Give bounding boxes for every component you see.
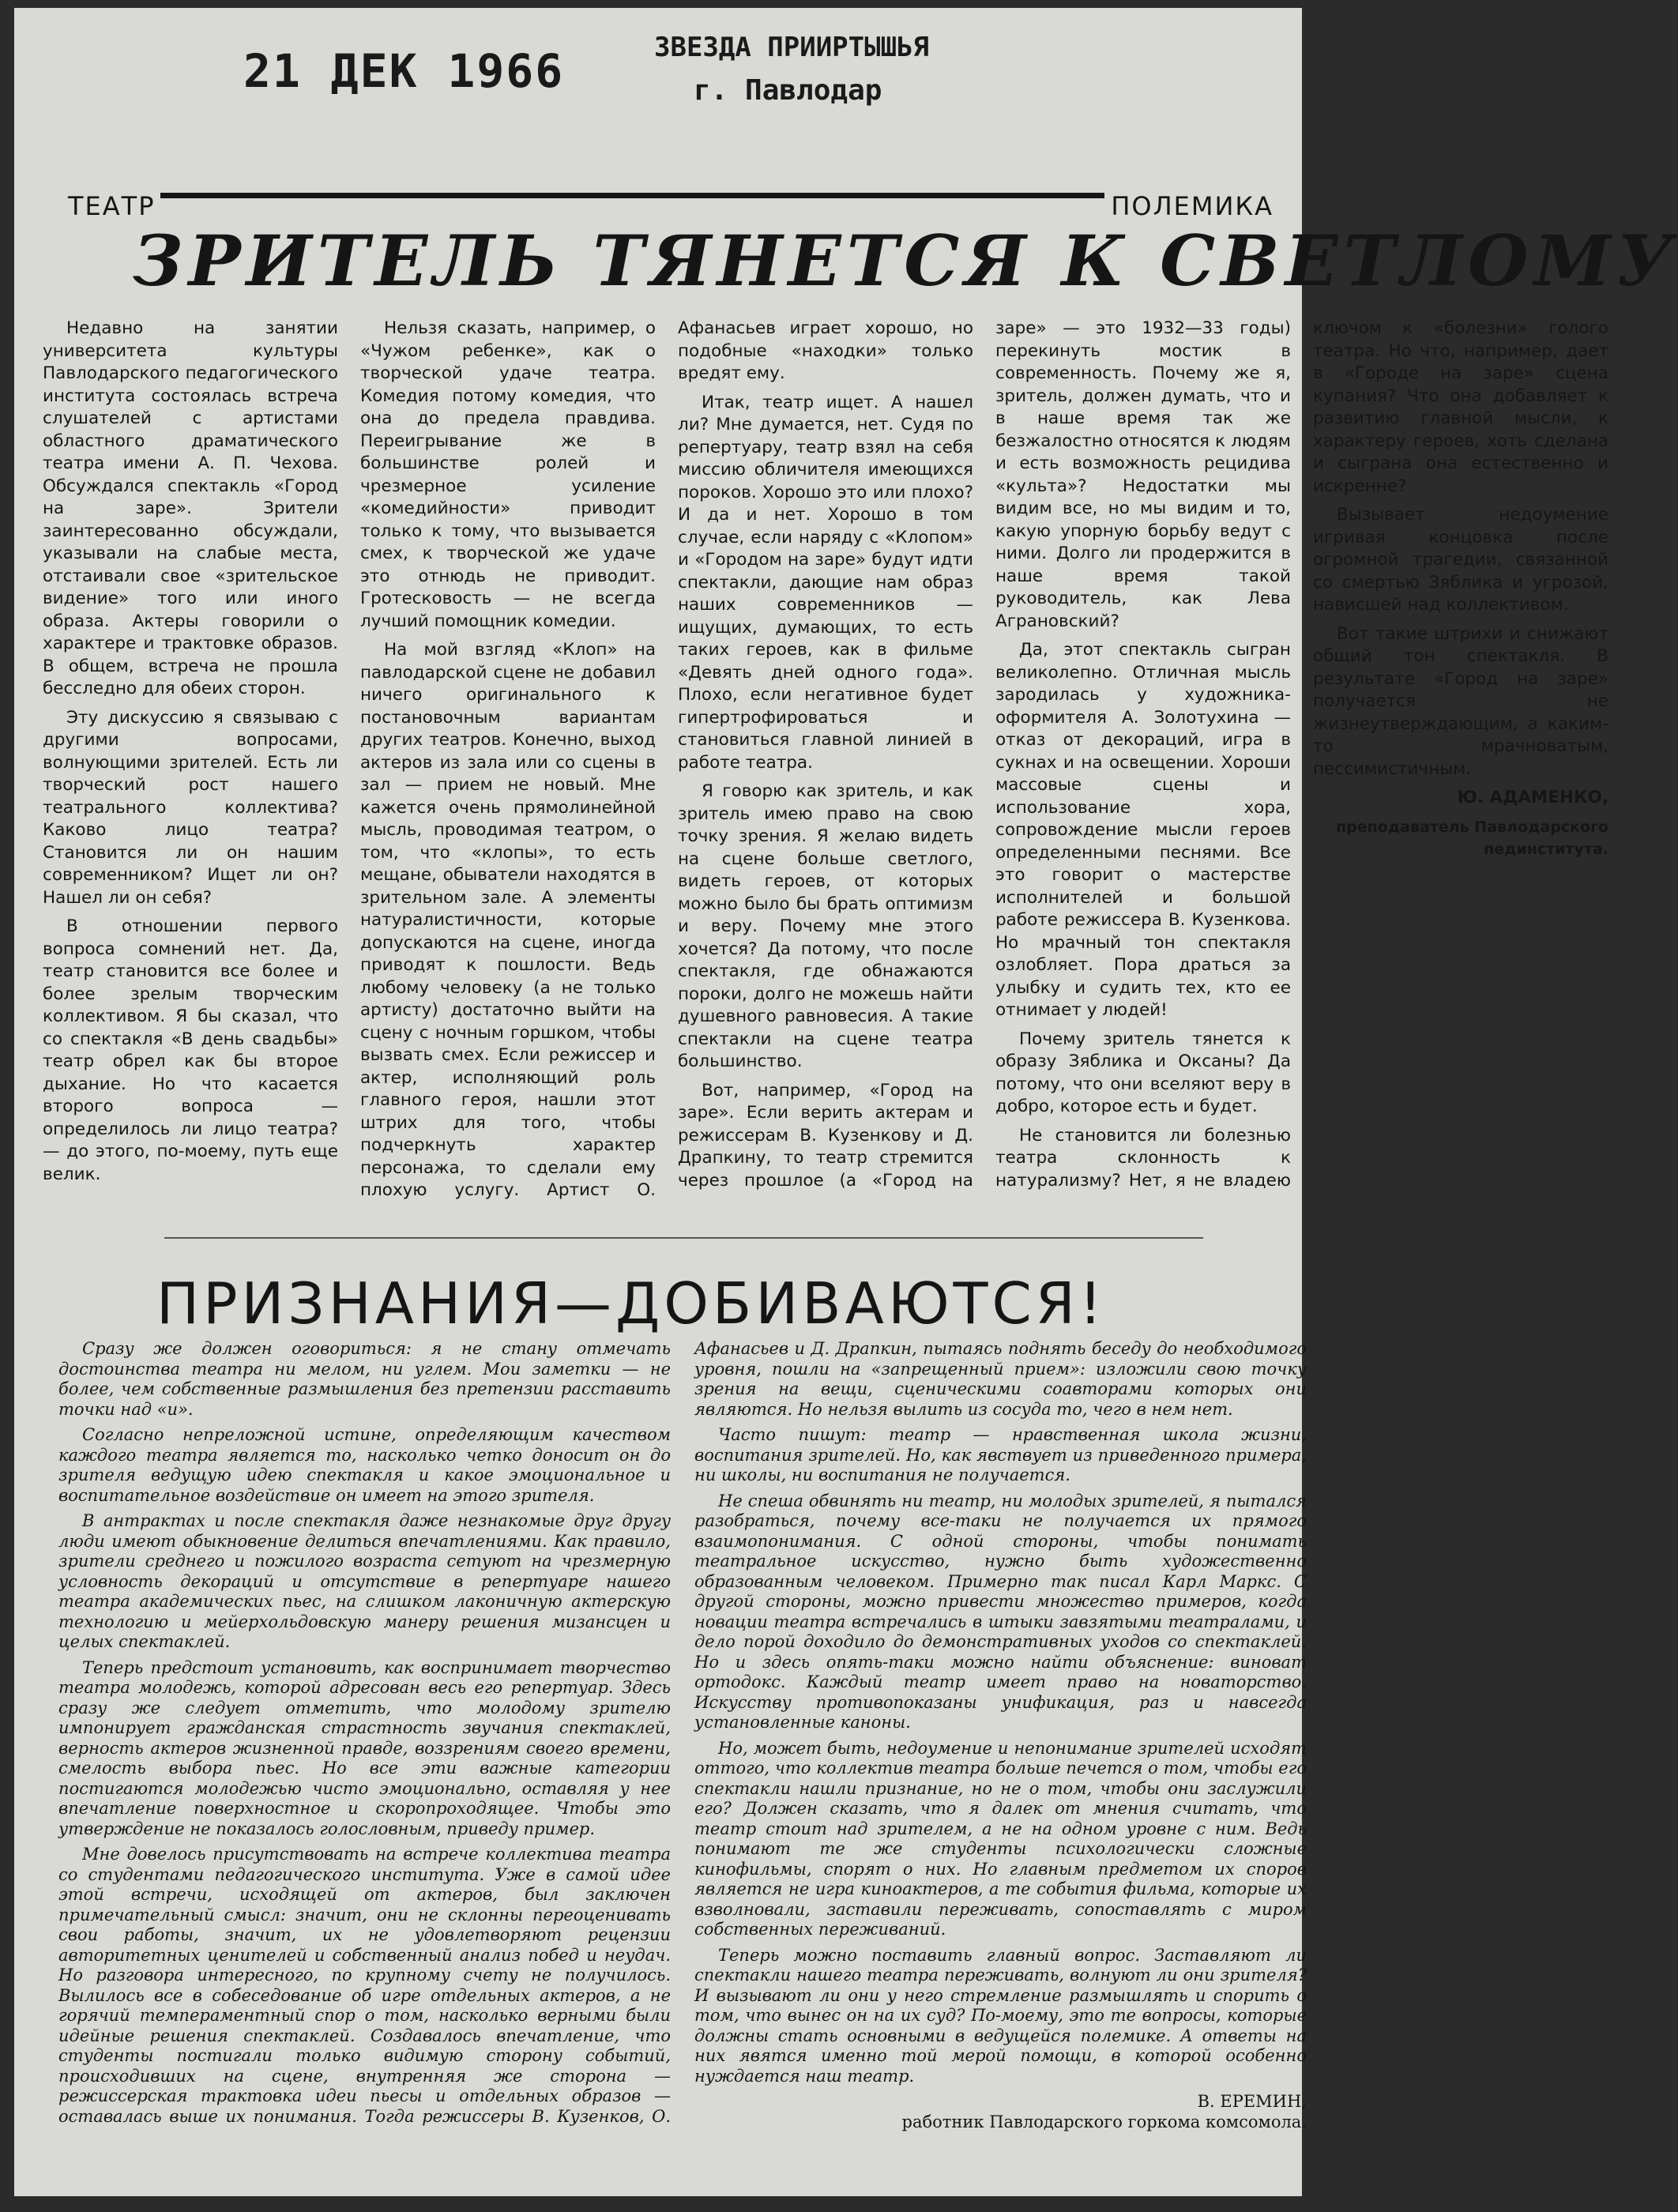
article1-paragraph: Да, этот спектакль сыгран великолепно. Отличная мысль зародилась у художника-оформителя А. Золотухина — отказ от декораций, игра в сукнах и на освещении. Хороши массовые сцены и использование хора, сопровождение мысли героев определенными песнями. Все это говорит о мастерстве исполнителей и большой работе режиссера В. Кузенкова. Но мрачный тон спектакля озлобляет. Пора драться за улыбку и судить тех, кто ее отнимает у людей! — [995, 640, 1291, 1020]
article2-paragraph: В антрактах и после спектакля даже незнакомые друг другу люди имеют обыкновение делиться впечатлениями. Как правило, зрители среднего и пожилого возраста сетуют на чрезмерную условность декораций и отсутствие в репертуаре нашего театра академических пьес, на слишком лаконичную актерскую технологию и мейерхольдовскую манеру решения мизансцен и целых спектаклей. — [58, 1511, 671, 1651]
article1-signature: Ю. АДАМЕНКО, — [1457, 788, 1608, 807]
article2-signature: В. ЕРЕМИН, — [1197, 2092, 1307, 2111]
article1-paragraph: Почему зритель тянется к образу Зяблика и Оксаны? Да потому, что они вселяют веру в добро, которое есть и будет. — [995, 1029, 1291, 1116]
article1-paragraph: Нельзя сказать, например, о «Чужом ребенке», как о творческой удаче театра. Комедия потому комедия, что она до предела правдива. Переигрывание же в большинстве ролей и чрезмерное усиление «комедийности» приводит только к тому, что вызывается смех, к творческой же удаче это отнюдь не приводит. Гротесковость — не всегда лучший помощник комедии. — [360, 318, 656, 631]
article2-paragraph: Но, может быть, недоумение и непонимание зрителей исходят оттого, что коллектив театра больше печется о том, чтобы его спектакли нашли признание, но не о том, чтобы они заслужили его? Должен сказать, что я далек от мнения считать, что театр стоит над зрителем, а не на одном уровне с ним. Ведь понимают те же студенты психологически сложные кинофильмы, спорят о них. Но главным предметом их споров является не игра киноактеров, а те события фильма, которые их взволновали, заставили переживать, сопоставлять с миром собственных переживаний. — [694, 1738, 1307, 1939]
article1-paragraph: Вызывает недоумение игривая концовка после огромной трагедии, связанной со смертью Зяблика и угрозой, нависшей над коллективом. — [1313, 505, 1608, 615]
article1-paragraph: В отношении первого вопроса сомнений нет. Да, театр становится все более и более зрелым творческим коллективом. Я бы сказал, что со спектакля «В день свадьбы» театр обрел как бы второе дыхание. Но что касается второго вопроса — определилось ли лицо театра? — до этого, по-моему, путь еще велик. — [43, 916, 338, 1184]
article1-paragraph: Эту дискуссию я связываю с другими вопросами, волнующими зрителей. Есть ли творческий рост нашего театрального коллектива? Каково лицо театра? Становится ли он нашим современником? Ищет ли он? Нашел ли он себя? — [43, 707, 338, 908]
article1-paragraph: Вот такие штрихи и снижают общий тон спектакля. В результате «Город на заре» получается не жизнеутверждающим, а каким-то мрачноватым, пессимистичным. — [1313, 623, 1608, 779]
newspaper-name-stamp: ЗВЕЗДА ПРИИРТЫШЬЯ — [654, 32, 929, 63]
article1-title: ЗРИТЕЛЬ ТЯНЕТСЯ К СВЕТЛОМУ — [133, 220, 1678, 302]
article1-paragraph: Итак, театр ищет. А нашел ли? Мне думается, нет. Судя по репертуару, театр взял на себя миссию обличителя имеющихся пороков. Хорошо это или плохо? И да и нет. Хорошо в том случае, если наряду с «Клопом» и «Городом на заре» будут идти спектакли, дающие нам образ наших современников — ищущих, думающих, то есть таких героев, как в фильме «Девять дней одного года». Плохо, если негативное будет гипертрофироваться и становиться главной линией в работе театра. — [678, 392, 973, 773]
article1-paragraph: Недавно на занятии университета культуры Павлодарского педагогического института состоялась встреча слушателей с артистами областного драматического театра имени А. П. Чехова. Обсуждался спектакль «Город на заре». Зрители заинтересованно обсуждали, указывали на слабые места, отстаивали свое «зрительское видение» того или иного образа. Актеры говорили о характере и трактовке образов. В общем, встреча не прошла бесследно для обеих сторон. — [43, 318, 338, 698]
article1-signature-title: преподаватель Павлодарского пединститута. — [1336, 818, 1608, 858]
city-stamp: г. Павлодар — [694, 74, 882, 107]
rubric-polemic: ПОЛЕМИКА — [1111, 191, 1274, 221]
article-divider — [164, 1237, 1203, 1239]
article1-paragraph: Вот, например, «Город на заре». Если верить актерам и режиссерам В. Кузенкову и Д. Драпкину, то театр стремится через прошлое (а «Город на заре» — это 1932—33 годы) перекинуть мостик в современность. Почему же я, зритель, должен думать, что и в наше время так же безжалостно относятся к людям и есть возможность рецидива «культа»? Недостатки мы видим все, но мы видим и то, какую упорную борьбу ведут с ними. Долго ли продержится в наше время такой руководитель, как Лева Аграновский? — [678, 318, 1291, 1191]
article2-paragraph: Мне довелось присутствовать на встрече коллектива театра со студентами педагогического института. Уже в самой идее этой встречи, исходящей от актеров, был заключен примечательный смысл: значит, они не склонны переоценивать свои работы, значит, их не удовлетворяют рецензии авторитетных ценителей и собственный анализ побед и неудач. Но разговора интересного, по крупному счету не получилось. Вылилось все в собеседование об игре отдельных актеров, а не горячий темпераментный спор о том, насколько верными были идейные решения спектаклей. Создавалось впечатление, что студенты постигали только видимую сторону событий, происходивших на сцене, внутренняя же сторона — режиссерская трактовка идеи пьесы и отдельных образов — оставалась выше их понимания. Тогда режиссеры В. Кузенков, О. Афанасьев и Д. Драпкин, пытаясь поднять беседу до необходимого уровня, пошли на «запрещенный прием»: изложили свою точку зрения на вещи, сценическими соавторами которых они являются. Но нельзя вылить из сосуда то, чего в нем нет. — [58, 1339, 1307, 2126]
article2-title: ПРИЗНАНИЯ—ДОБИВАЮТСЯ! — [156, 1270, 1106, 1337]
article1-paragraph: Я говорю как зритель, и как зритель имею право на свою точку зрения. Я желаю видеть на сцене больше светлого, видеть героев, от которых можно было бы брать оптимизм и веру. Почему мне этого хочется? Да потому, что после спектакля, где обнажаются пороки, долго не можешь найти душевного равновесия. А такие спектакли на сцене театра большинство. — [678, 781, 973, 1071]
rubric-theatre: ТЕАТР — [68, 191, 156, 221]
date-stamp: 21 ДЕК 1966 — [243, 44, 565, 98]
article1-paragraph: Не становится ли болезнью театра склонность к натурализму? Нет, я не владею ключом к «болезни» голого театра. Но что, например, дает в «Городе на заре» сцена купания? Что она добавляет к развитию главной мысли, к характеру героев, хоть сделана и сыграна она естественно и искренне? — [995, 318, 1608, 1191]
article2-body — [58, 1339, 1307, 2161]
article2-paragraph: Часто пишут: театр — нравственная школа жизни, воспитания зрителей. Но, как явствует из приведенного примера, ни школы, ни воспитания не получается. — [694, 1425, 1307, 1484]
article2-paragraph: Согласно непреложной истине, определяющим качеством каждого театра является то, насколько четко доносит он до зрителя ведущую идею спектакля и какое эмоциональное и воспитательное воздействие он имеет на этого зрителя. — [58, 1425, 671, 1505]
article2-signature-title: работник Павлодарского горкома комсомола. — [901, 2112, 1307, 2131]
newspaper-clipping — [14, 8, 1678, 2196]
article1-paragraph: На мой взгляд «Клоп» на павлодарской сцене не добавил ничего оригинального к постановочным вариантам других театров. Конечно, выход актеров из зала или со сцены в зал — прием не новый. Мне кажется очень прямолинейной мысль, проводимая театром, о том, что «клопы», то есть мещане, обыватели находятся в зрительном зале. А элементы натуралистичности, которые допускаются на сцене, иногда приводят к пошлости. Ведь любому человеку (а не только артисту) достаточно выйти на сцену с ночным горшком, чтобы вызвать смех. Если режиссер и актер, исполняющий роль главного героя, нашли этот штрих для того, чтобы подчеркнуть характер персонажа, то сделали ему плохую услугу. Артист О. Афанасьев играет хорошо, но подобные «находки» только вредят ему. — [360, 318, 973, 1200]
article2-paragraph: Сразу же должен оговориться: я не стану отмечать достоинства театра ни мелом, ни углем. Мои заметки — не более, чем собственные размышления без претензии расставить точки над «и». — [58, 1339, 671, 1419]
article2-paragraph: Теперь предстоит установить, как воспринимает творчество театра молодежь, которой адресован весь его репертуар. Здесь сразу же следует отметить, что молодому зрителю импонирует гражданская страстность звучания спектаклей, верность актеров жизненной правде, воззрениям своего времени, смелость выбора пьес. Но все эти важные категории постигаются молодежью чисто эмоционально, оставляя у нее впечатление поверхностное и скоропроходящее. Чтобы это утверждение не показалось голословным, приведу пример. — [58, 1657, 671, 1838]
header-rule — [160, 193, 1104, 198]
article1-body — [43, 318, 1608, 1202]
article2-paragraph: Теперь можно поставить главный вопрос. Заставляют ли спектакли нашего театра переживать, волнуют ли они зрителя? И вызывают ли они у него стремление размышлять и спорить о том, что вынес он на их суд? По-моему, это те вопросы, которые должны стать основными в ведущейся полемике. А ответы на них явятся именно той мерой помощи, в которой особенно нуждается наш театр. — [694, 1945, 1307, 2086]
article2-paragraph: Не спеша обвинять ни театр, ни молодых зрителей, я пытался разобраться, почему все-таки не получается их прямого взаимопонимания. С одной стороны, чтобы понимать театральное искусство, нужно быть художественно образованным человеком. Примерно так писал Карл Маркс. С другой стороны, можно привести множество примеров, когда новации театра встречались в штыки завзятыми театралами, и дело порой доходило до демонстративных уходов со спектаклей. Но и здесь опять-таки можно найти объяснение: виноват ортодокс. Каждый театр имеет право на новаторство. Искусству противопоказаны унификация, раз и навсегда установленные каноны. — [694, 1491, 1307, 1732]
